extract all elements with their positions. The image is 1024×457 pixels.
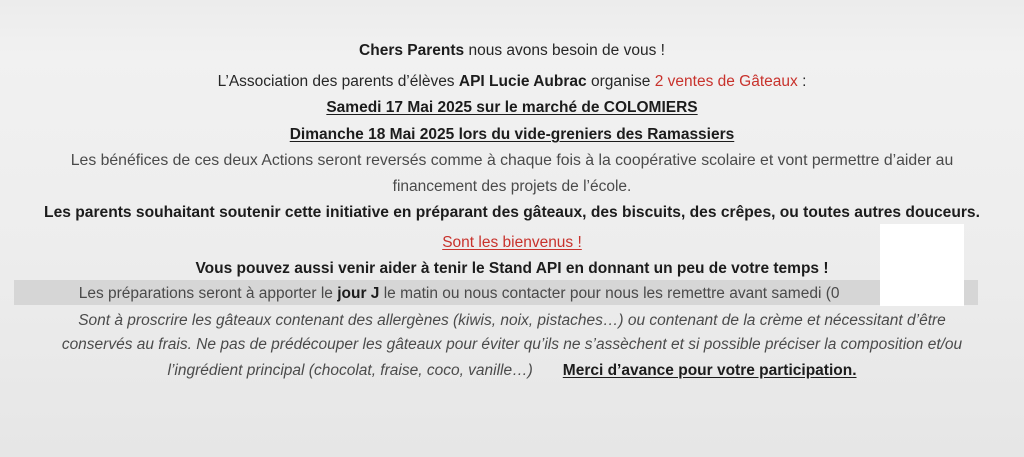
benefits-line-1: Les bénéfices de ces deux Actions seront reversés comme à chaque fois à la coopérative scolaire et vont permettre d’aider au <box>70 152 954 169</box>
association-after: : <box>797 73 807 90</box>
association-line <box>0 71 1024 93</box>
ingredient-note: l’ingrédient principal (chocolat, fraise, coco, vanille…) <box>167 362 533 379</box>
sales-count: 2 ventes de Gâteaux <box>654 73 798 90</box>
association-mid: organise <box>586 73 655 90</box>
redaction-box <box>880 224 964 306</box>
saturday-date-line: Samedi 17 Mai 2025 sur le marché de COLOMIERS <box>326 99 698 116</box>
allergens-line-1: Sont à proscrire les gâteaux contenant des allergènes (kiwis, noix, pistaches…) ou contenant de la crème et nécessitant d’être <box>78 312 946 329</box>
parents-support-line: Les parents souhaitant soutenir cette initiative en préparant des gâteaux, des biscuits, des crêpes, ou toutes autres douceurs. <box>44 204 980 221</box>
association-name: API Lucie Aubrac <box>458 73 587 90</box>
help-stand-line: Vous pouvez aussi venir aider à tenir le Stand API en donnant un peu de votre temps ! <box>195 260 829 277</box>
allergens-line-2: conservés au frais. Ne pas de prédécouper les gâteaux pour éviter qu’ils ne s’assèchent et si possible préciser la composition et/ou <box>61 336 963 353</box>
association-before: L’Association des parents d’élèves <box>217 73 459 90</box>
sunday-date-line: Dimanche 18 Mai 2025 lors du vide-greniers des Ramassiers <box>289 126 735 143</box>
greeting-line <box>0 40 1024 62</box>
greeting-rest: nous avons besoin de vous ! <box>464 42 665 59</box>
welcome-line: Sont les bienvenus ! <box>442 234 582 251</box>
preparations-after: le matin ou nous contacter pour nous les remettre avant samedi (0 <box>379 285 840 302</box>
benefits-line-2: financement des projets de l’école. <box>392 178 632 195</box>
thanks-note: Merci d’avance pour votre participation. <box>562 362 857 379</box>
greeting-bold: Chers Parents <box>359 42 465 59</box>
preparations-line <box>0 283 1024 305</box>
closing-line <box>0 360 1024 382</box>
preparations-before: Les préparations seront à apporter le <box>78 285 338 302</box>
day-j: jour J <box>337 285 380 302</box>
